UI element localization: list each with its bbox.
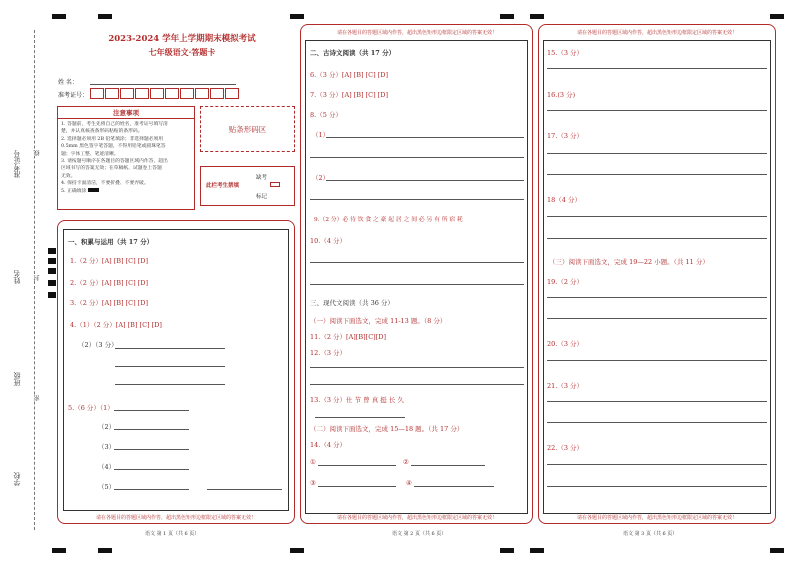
section-heading: 三、现代文阅读（共 36 分） (310, 299, 394, 307)
absent-box (200, 166, 295, 206)
alignment-mark (48, 248, 56, 254)
ticket-label: 准考证号： (58, 92, 89, 99)
answer-line[interactable] (114, 489, 189, 490)
answer-line[interactable] (547, 486, 767, 487)
answer-line[interactable] (547, 297, 767, 298)
question-15: 15.（3 分） (547, 49, 584, 57)
absent-label: 此栏考生禁填 (206, 183, 240, 189)
notice-item: 楚，并认真核查条形码粘贴的条形码。 (61, 129, 143, 135)
page-subtitle: 七年级语文·答题卡 (148, 47, 216, 57)
answer-line[interactable] (547, 464, 767, 465)
alignment-mark (770, 548, 784, 553)
alignment-mark (500, 548, 514, 553)
sub-section-1: （一）阅读下面选文，完成 11-13 题。（8 分） (310, 317, 447, 325)
side-label-school: 学校 (13, 472, 21, 486)
answer-line[interactable] (115, 384, 225, 385)
question-5-4: （4） (98, 463, 116, 471)
answer-line[interactable] (310, 284, 524, 285)
answer-line[interactable] (318, 486, 396, 487)
sub-section-3: （三）阅读下面选文，完成 19—22 小题。（共 11 分） (549, 258, 709, 266)
barcode-label: 贴条形码区 (228, 124, 267, 134)
side-label-seal: 封 (34, 275, 41, 281)
alignment-mark (98, 14, 112, 19)
answer-line[interactable] (318, 465, 396, 466)
page-footer: 语文 第 3 页（共 6 页） (623, 531, 678, 537)
section-heading: 二、古诗文阅读（共 17 分） (310, 49, 396, 57)
question-4[interactable]: 4.（1）（2 分）[A] [B] [C] [D] (70, 321, 162, 329)
question-5-5: （5） (98, 483, 116, 491)
alignment-mark (98, 548, 112, 553)
question-9[interactable]: 9.（2 分）必 待 饮 食 之 豪 起 居 之 间 必 另 有 所 宿 耗 (314, 217, 463, 223)
side-label-line: 线 (34, 150, 41, 156)
notice-title: 注意事项 (58, 107, 194, 119)
answer-line[interactable] (114, 429, 189, 430)
answer-line[interactable] (547, 238, 767, 239)
question-16: 16.(3 分) (547, 91, 576, 99)
question-5-3: （3） (98, 443, 116, 451)
answer-line[interactable] (547, 153, 767, 154)
question-22: 22.（3 分） (547, 444, 584, 452)
answer-line[interactable] (326, 180, 524, 181)
answer-line[interactable] (114, 410, 189, 411)
answer-line[interactable] (310, 262, 524, 263)
alignment-mark (48, 280, 56, 286)
name-field[interactable] (90, 84, 236, 85)
answer-line[interactable] (547, 318, 767, 319)
notice-item: 4. 保持卡面清洁，不要折叠、不要弄破。 (61, 181, 149, 187)
answer-line[interactable] (207, 489, 282, 490)
answer-line[interactable] (547, 401, 767, 402)
alignment-mark (530, 14, 544, 19)
alignment-mark (500, 14, 514, 19)
side-label-name: 姓名 (13, 270, 21, 284)
notice-item: 无效。 (61, 173, 76, 179)
panel-warning: 请在各题目的答题区域内作答，超出黑色矩形边框限定区域的答案无效！ (576, 30, 737, 36)
alignment-mark (770, 14, 784, 19)
answer-line[interactable] (310, 384, 524, 385)
answer-line[interactable] (315, 417, 405, 418)
alignment-mark (290, 548, 304, 553)
circle-1: ① (310, 458, 316, 466)
notice-item: 题；字体工整、笔迹清晰。 (61, 151, 119, 157)
ticket-number-boxes[interactable] (90, 88, 239, 99)
question-8: 8.（5 分） (310, 111, 342, 119)
question-1[interactable]: 1.（2 分）[A] [B] [C] [D] (70, 257, 149, 265)
question-5[interactable]: 5.（6 分）（1） (68, 404, 114, 412)
answer-line[interactable] (547, 174, 767, 175)
answer-line[interactable] (115, 348, 225, 349)
alignment-mark (48, 268, 56, 274)
notice-item: 区域书写的答案无效；在草稿纸、试题卷上答题 (61, 166, 162, 172)
alignment-mark (530, 548, 544, 553)
question-14: 14.（4 分） (310, 441, 347, 449)
name-label: 姓 名： (58, 79, 78, 86)
alignment-mark (52, 548, 66, 553)
answer-line[interactable] (547, 110, 767, 111)
circle-3: ③ (310, 479, 316, 487)
question-8-1: （1） (312, 131, 330, 139)
question-19: 19.（2 分） (547, 278, 584, 286)
panel-warning: 请在各题目的答题区域内作答，超出黑色矩形边框限定区域的答案无效！ (95, 515, 256, 521)
absent-mark-top: 缺考 (256, 175, 268, 181)
question-18: 18（4 分） (547, 196, 581, 204)
answer-line[interactable] (547, 68, 767, 69)
notice-item: 0.5mm 黑色签字笔答题，不得用铅笔或圆珠笔答 (61, 144, 166, 150)
alignment-mark (52, 14, 66, 19)
side-label-ticket: 准考证号 (13, 150, 21, 178)
question-7[interactable]: 7.（3 分）[A] [B] [C] [D] (310, 91, 389, 99)
question-20: 20.（3 分） (547, 340, 584, 348)
absent-checkbox[interactable] (270, 182, 280, 187)
answer-line[interactable] (310, 157, 524, 158)
notice-item: 1. 答题前，考生先将自己的姓名，准考证号填写清 (61, 122, 168, 127)
question-10: 10.（4 分） (310, 237, 347, 245)
question-17: 17.（3 分） (547, 132, 584, 140)
question-2[interactable]: 2.（2 分）[A] [B] [C] [D] (70, 279, 149, 287)
answer-line[interactable] (114, 449, 189, 450)
page-footer: 语文 第 2 页（共 6 页） (392, 531, 447, 537)
absent-mark-bottom: 标记 (256, 194, 268, 200)
alignment-mark (290, 14, 304, 19)
barcode-area (200, 106, 295, 152)
page-title: 2023-2024 学年上学期期末模拟考试 (108, 34, 256, 44)
question-8-2: （2） (312, 174, 330, 182)
panel-warning: 请在各题目的答题区域内作答，超出黑色矩形边框限定区域的答案无效！ (336, 30, 497, 36)
side-label-class: 班级 (13, 372, 21, 386)
notice-item: 3. 请按题号顺序在各题目的答题区域内作答，超出 (61, 159, 168, 165)
question-12: 12.（3 分） (310, 349, 347, 357)
alignment-mark (48, 292, 56, 298)
circle-2: ② (403, 458, 409, 466)
notice-item: 5. 正确填涂 (61, 188, 87, 194)
filled-sample-icon (88, 188, 99, 192)
answer-line[interactable] (547, 422, 767, 423)
side-label-dense: 密 (34, 395, 41, 401)
page-footer: 语文 第 1 页（共 6 页） (145, 531, 200, 537)
answer-line[interactable] (326, 137, 524, 138)
answer-line[interactable] (547, 216, 767, 217)
sub-section-2: （二）阅读下面选文，完成 15—18 题。（共 17 分） (310, 425, 464, 433)
notice-box (57, 106, 195, 210)
question-5-2: （2） (98, 423, 116, 431)
question-3[interactable]: 3.（2 分）[A] [B] [C] [D] (70, 299, 149, 307)
alignment-mark (48, 258, 56, 264)
section-heading: 一、积累与运用（共 17 分） (68, 238, 154, 246)
circle-4: ④ (406, 479, 412, 487)
answer-line[interactable] (115, 366, 225, 367)
question-6[interactable]: 6.（3 分）[A] [B] [C] [D] (310, 71, 389, 79)
question-4-part-2: （2）（3 分） (78, 341, 118, 349)
question-11[interactable]: 11.（2 分）[A][B][C][D] (310, 333, 386, 341)
question-13[interactable]: 13.（3 分）仕 节 曾 真 挺 长 久 (310, 396, 404, 404)
answer-line[interactable] (411, 465, 485, 466)
answer-line[interactable] (114, 469, 189, 470)
panel-warning: 请在各题目的答题区域内作答，超出黑色矩形边框限定区域的答案无效！ (336, 515, 497, 521)
answer-line[interactable] (547, 360, 767, 361)
question-21: 21.（3 分） (547, 382, 584, 390)
answer-line[interactable] (414, 486, 494, 487)
answer-line[interactable] (310, 199, 524, 200)
panel-warning: 请在各题目的答题区域内作答，超出黑色矩形边框限定区域的答案无效！ (576, 515, 737, 521)
answer-line[interactable] (310, 367, 524, 368)
notice-item: 2. 选择题必须用 2B 铅笔填涂；非选择题必须用 (61, 136, 164, 142)
